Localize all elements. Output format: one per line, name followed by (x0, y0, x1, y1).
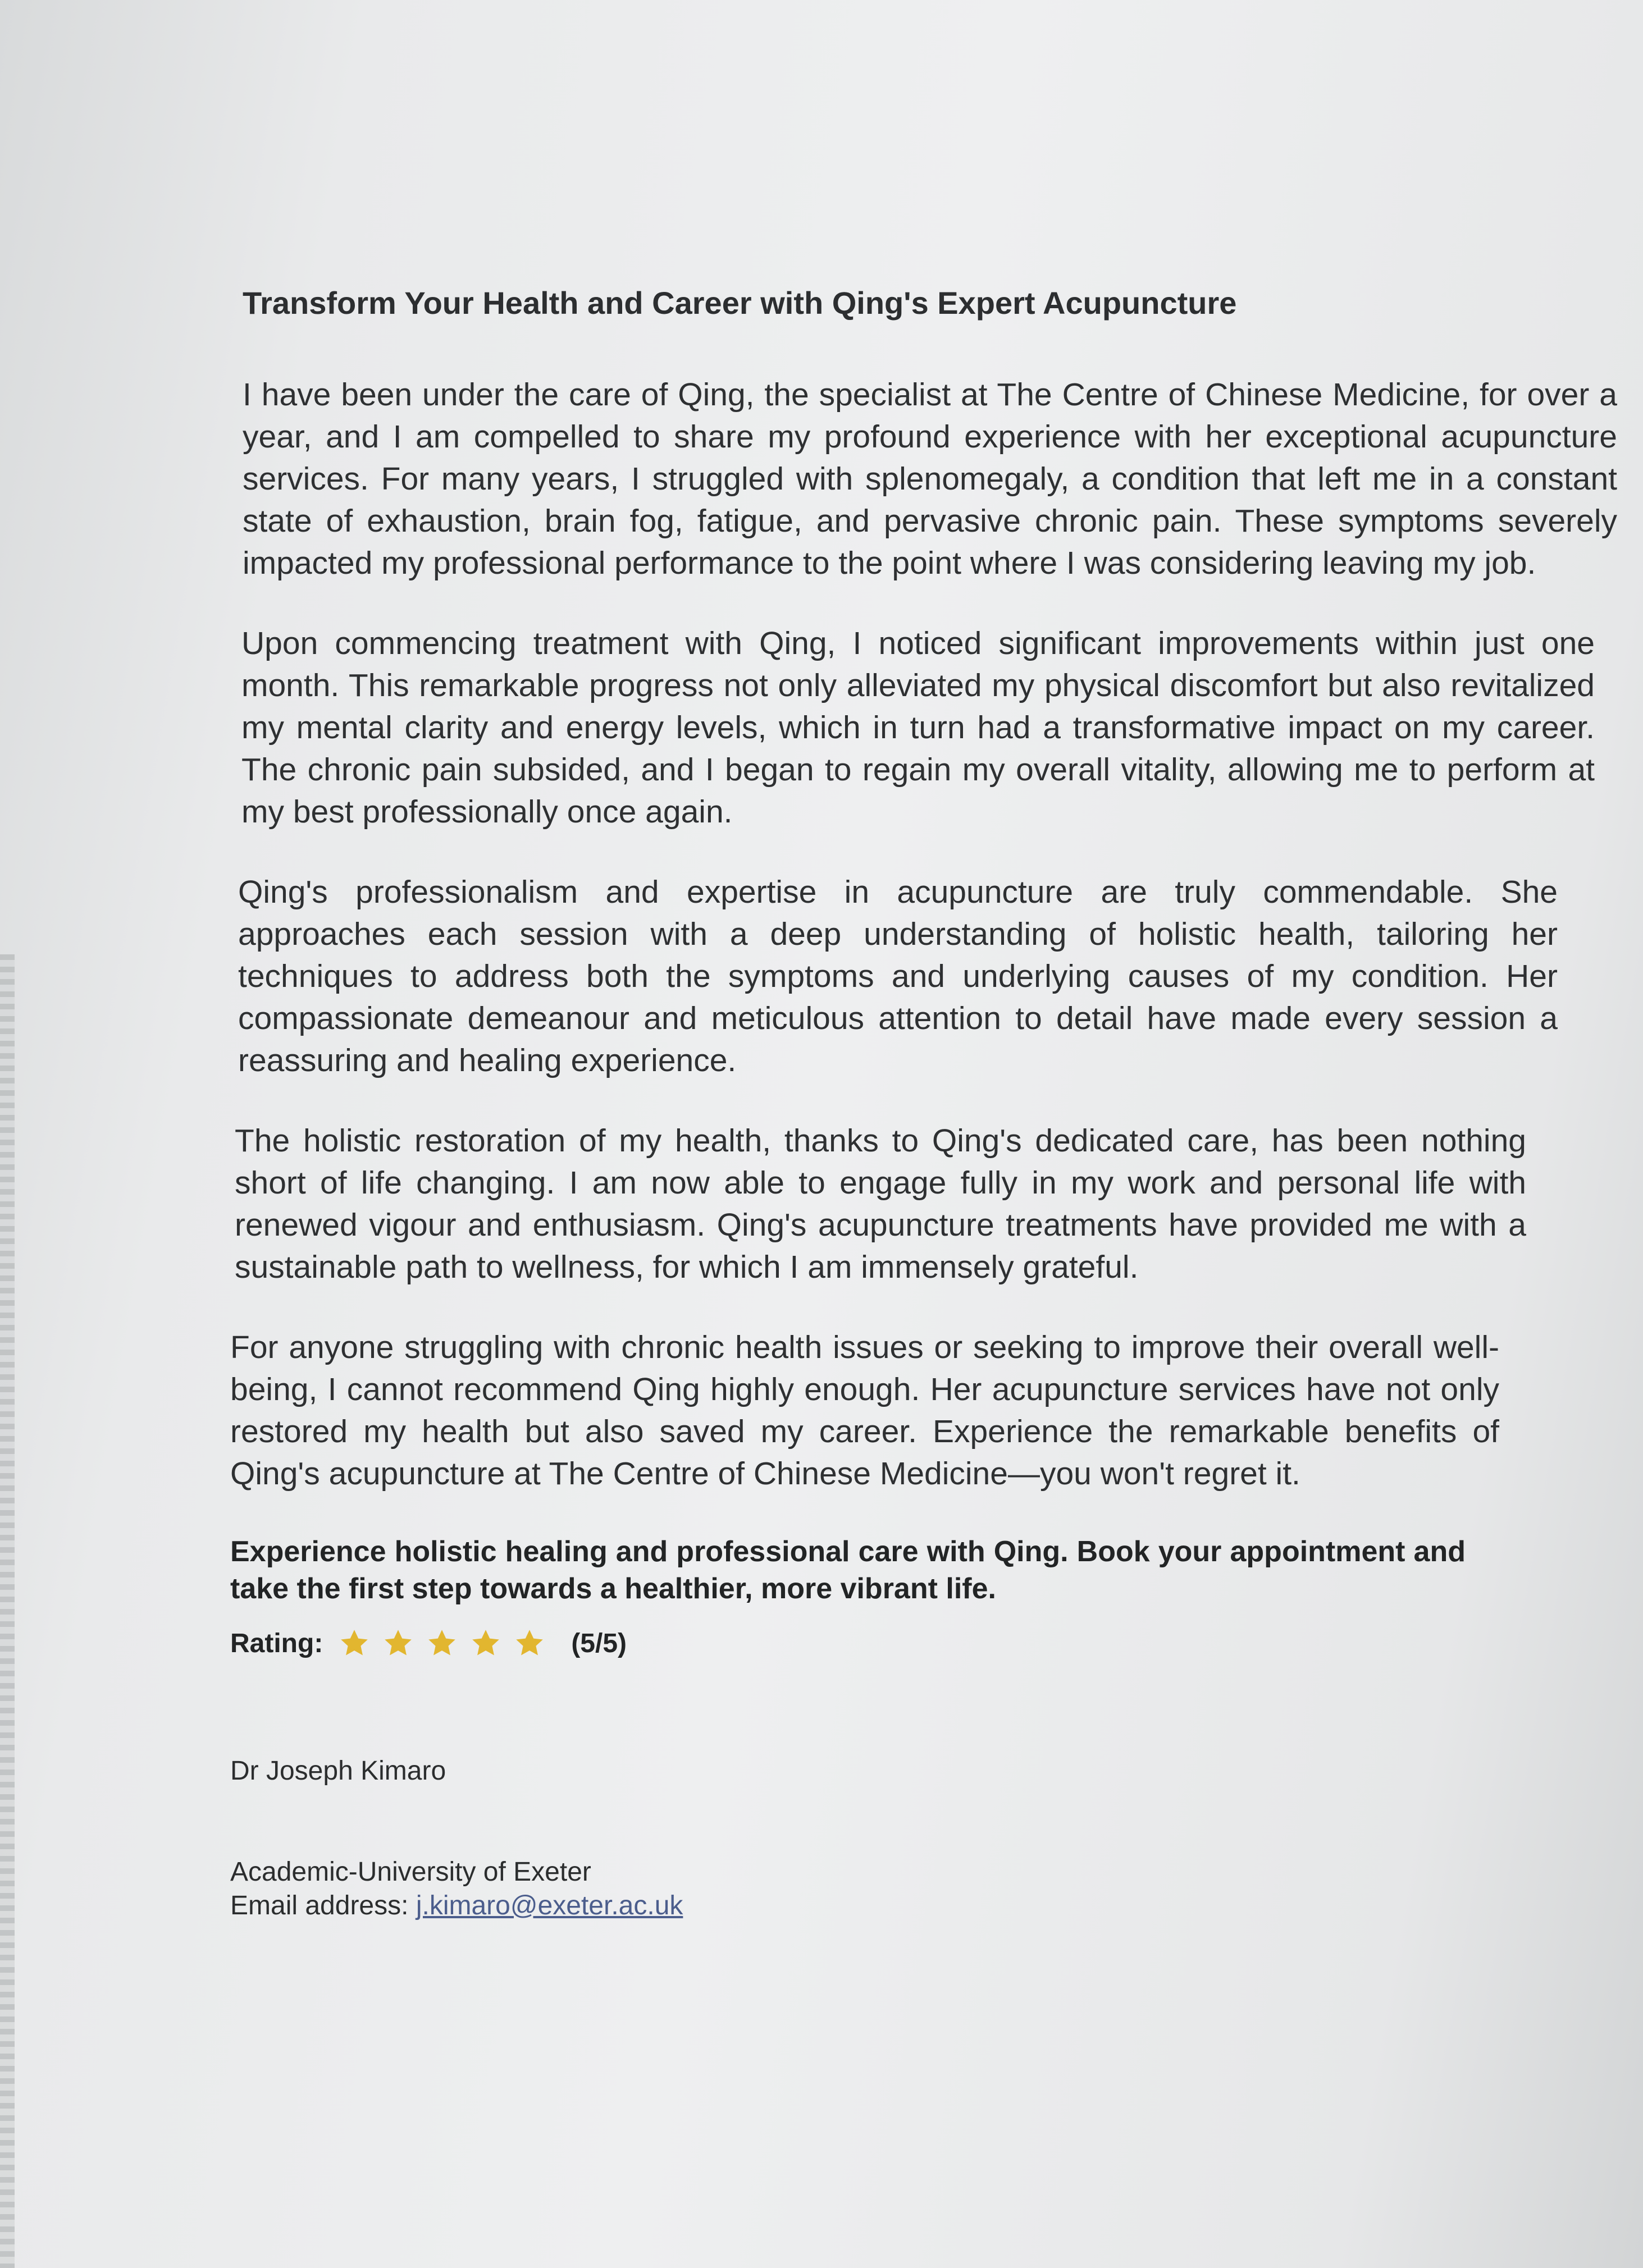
star-icon (381, 1627, 415, 1659)
star-icon (425, 1627, 459, 1659)
paragraph-2: Upon commencing treatment with Qing, I noticed significant improvements within just one month. This remarkable progress not only alleviated my physical discomfort but also revitalized my mental clarity and energy levels, which in turn had a transformative impact on my career. The chronic pain subsided, and I began to regain my overall vitality, allowing me to perform at my best professionally once again. (241, 625, 1595, 830)
letter-body (230, 281, 1617, 1923)
rating-label: Rating: (230, 1628, 323, 1658)
letter-title: Transform Your Health and Career with Qing's Expert Acupuncture (243, 285, 1237, 321)
call-to-action: Experience holistic healing and professional care with Qing. Book your appointment and take the first step towards a healthier, more vibrant life. (230, 1535, 1466, 1605)
email-link[interactable]: j.kimaro@exeter.ac.uk (416, 1891, 683, 1921)
paragraph-1: I have been under the care of Qing, the specialist at The Centre of Chinese Medicine, for over a year, and I am compelled to share my profound experience with her exceptional acupuncture services. For many years, I struggled with splenomegaly, a condition that left me in a constant state of exhaustion, brain fog, fatigue, and pervasive chronic pain. These symptoms severely impacted my professional performance to the point where I was considering leaving my job. (243, 377, 1617, 581)
star-icon (469, 1627, 503, 1659)
star-rating (337, 1627, 556, 1659)
rating-score: (5/5) (571, 1628, 627, 1658)
signer-affiliation: Academic-University of Exeter (230, 1857, 591, 1887)
star-icon (513, 1627, 546, 1659)
paragraph-4: The holistic restoration of my health, thanks to Qing's dedicated care, has been nothing short of life changing. I am now able to engage fully in my work and personal life with renewed vigour and enthusiasm. Qing's acupuncture treatments have provided me with a sustainable path to wellness, for which I am immensely grateful. (235, 1123, 1526, 1285)
binding-edge (0, 954, 15, 2268)
paragraph-5: For anyone struggling with chronic health issues or seeking to improve their overall well-being, I cannot recommend Qing highly enough. Her acupuncture services have not only restored my health but also saved my career. Experience the remarkable benefits of Qing's acupuncture at The Centre of Chinese Medicine—you won't regret it. (230, 1329, 1499, 1492)
email-label: Email address: (230, 1891, 409, 1921)
email-line (230, 1889, 1617, 1923)
paragraph-3: Qing's professionalism and expertise in acupuncture are truly commendable. She approaches each session with a deep understanding of holistic health, tailoring her techniques to address both the symptoms and underlying causes of my condition. Her compassionate demeanour and meticulous attention to detail have made every session a reassuring and healing experience. (238, 874, 1558, 1078)
rating-row (230, 1627, 1617, 1659)
signer-name: Dr Joseph Kimaro (230, 1756, 446, 1786)
star-icon (337, 1627, 371, 1659)
